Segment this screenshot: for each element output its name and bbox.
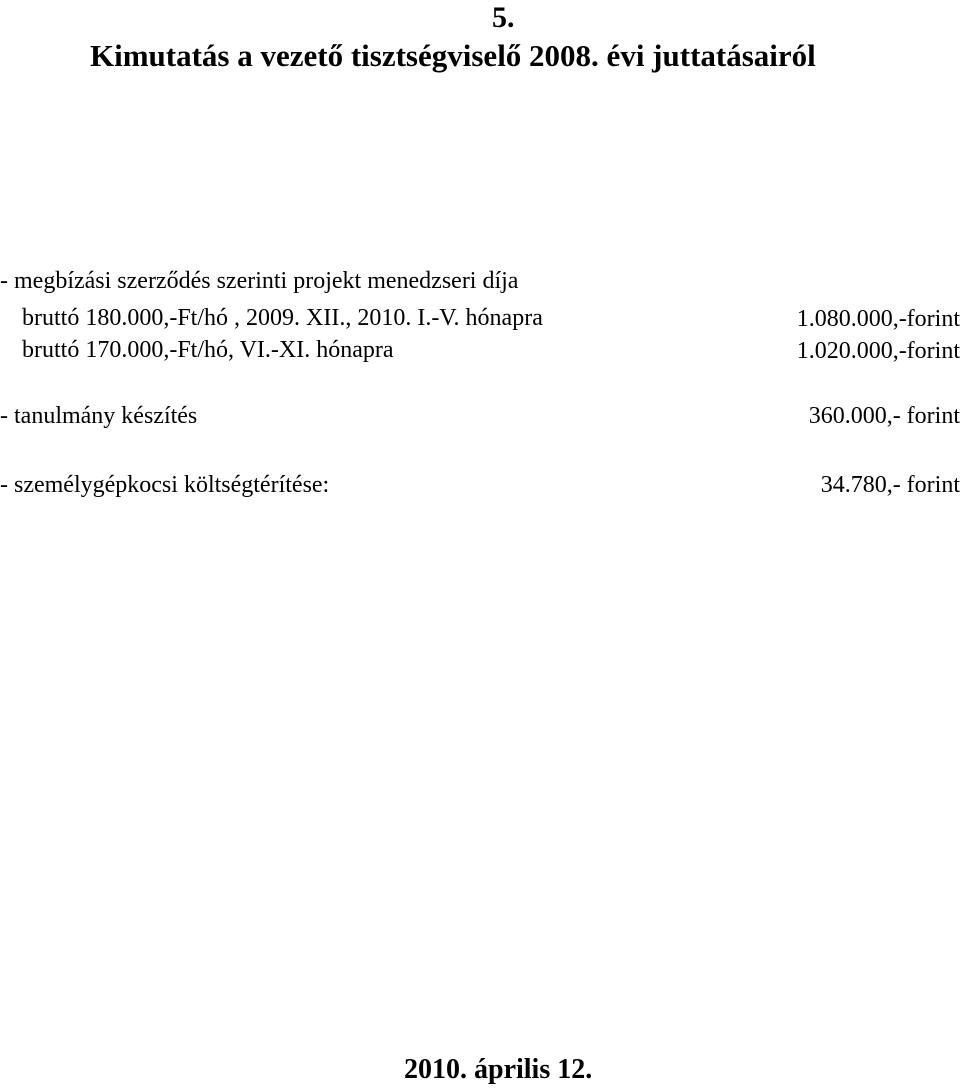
item-amount: 360.000,- forint (808, 403, 960, 429)
item-amount: 34.780,- forint (820, 472, 960, 498)
document-date: 2010. április 12. (404, 1054, 593, 1085)
item-line-text: bruttó 180.000,-Ft/hó , 2009. XII., 2010. I.-V. hónapra (22, 305, 543, 331)
document-title: Kimutatás a vezető tisztségviselő 2008. évi juttatásairól (90, 38, 816, 73)
item-text: - személygépkocsi költségtérítése: (0, 472, 330, 498)
item-heading: - megbízási szerződés szerinti projekt menedzseri díja (0, 268, 519, 294)
item-line-amount: 1.080.000,-forint (796, 306, 960, 332)
page-number: 5. (492, 1, 515, 34)
item-line-text: bruttó 170.000,-Ft/hó, VI.-XI. hónapra (22, 337, 394, 363)
item-text: - tanulmány készítés (0, 403, 198, 429)
item-line-amount: 1.020.000,-forint (796, 338, 960, 364)
